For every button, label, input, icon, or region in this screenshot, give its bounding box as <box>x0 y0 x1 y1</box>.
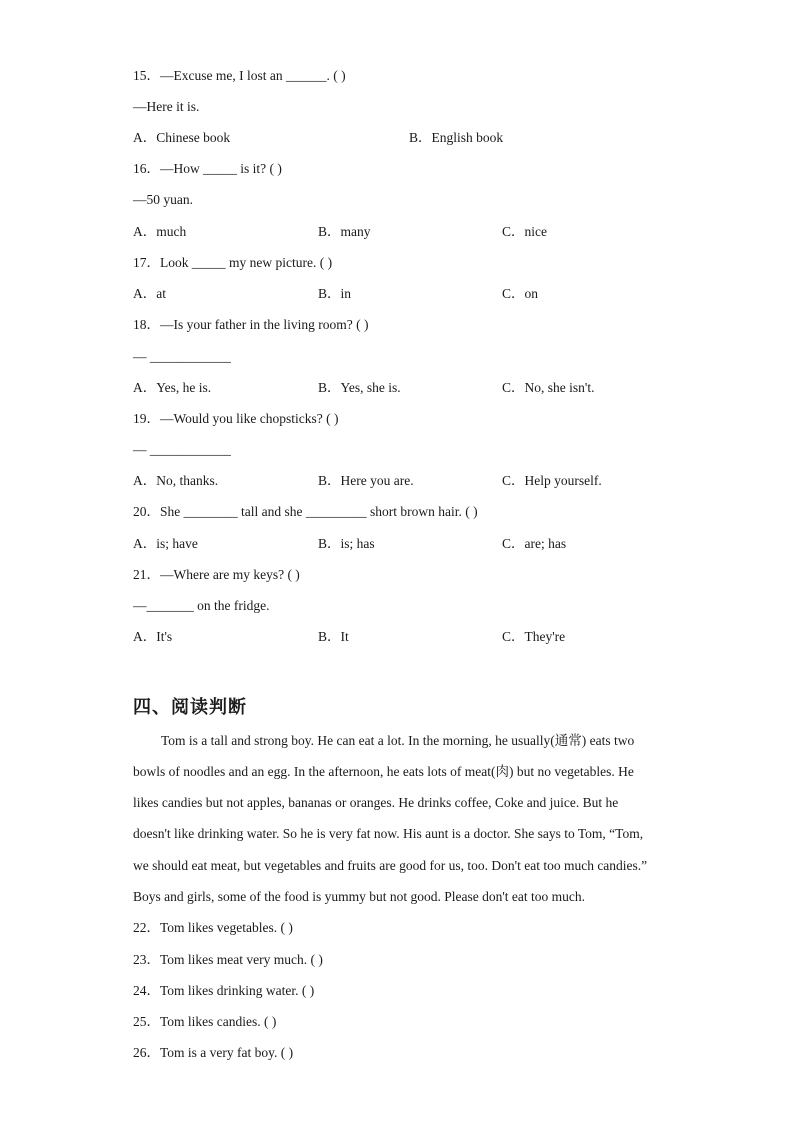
question-21-reply: —_______ on the fridge. <box>133 598 270 613</box>
question-15-option-b: B．English book <box>409 130 504 145</box>
statement-26: 26．Tom is a very fat boy. ( ) <box>133 1045 294 1060</box>
question-20-option-a: A．is; have <box>133 536 198 551</box>
question-21-option-a: A．It's <box>133 629 173 644</box>
question-19-option-c: C．Help yourself. <box>502 473 602 488</box>
statement-24: 24．Tom likes drinking water. ( ) <box>133 983 315 998</box>
question-20-option-c: C．are; has <box>502 536 567 551</box>
question-19-option-a: A．No, thanks. <box>133 473 219 488</box>
question-19-prompt: 19．—Would you like chopsticks? ( ) <box>133 411 339 426</box>
question-17-option-a: A．at <box>133 286 166 301</box>
question-18-option-b: B．Yes, she is. <box>318 380 401 395</box>
question-17-prompt: 17．Look _____ my new picture. ( ) <box>133 255 333 270</box>
question-18-option-c: C．No, she isn't. <box>502 380 595 395</box>
question-21-option-c: C．They're <box>502 629 566 644</box>
statement-22: 22．Tom likes vegetables. ( ) <box>133 920 293 935</box>
question-20-option-b: B．is; has <box>318 536 375 551</box>
question-20-prompt: 20．She ________ tall and she _________ short brown hair. ( ) <box>133 504 478 519</box>
passage-line-3: likes candies but not apples, bananas or oranges. He drinks coffee, Coke and juice. But he <box>133 795 619 810</box>
statement-23: 23．Tom likes meat very much. ( ) <box>133 952 323 967</box>
statement-25: 25．Tom likes candies. ( ) <box>133 1014 277 1029</box>
question-18-reply: — ____________ <box>133 349 231 364</box>
section-heading: 四、阅读判断 <box>133 697 247 718</box>
question-16-option-b: B．many <box>318 224 371 239</box>
passage-line-1: Tom is a tall and strong boy. He can eat a lot. In the morning, he usually(通常) eats two <box>161 733 635 748</box>
question-19-reply: — ____________ <box>133 442 231 457</box>
question-17-option-b: B．in <box>318 286 352 301</box>
question-16-prompt: 16．—How _____ is it? ( ) <box>133 161 282 176</box>
question-21-option-b: B．It <box>318 629 349 644</box>
question-16-option-c: C．nice <box>502 224 548 239</box>
question-16-reply: —50 yuan. <box>133 192 193 207</box>
question-18-prompt: 18．—Is your father in the living room? ( ) <box>133 317 369 332</box>
question-16-option-a: A．much <box>133 224 187 239</box>
question-21-prompt: 21．—Where are my keys? ( ) <box>133 567 300 582</box>
question-17-option-c: C．on <box>502 286 539 301</box>
passage-line-2: bowls of noodles and an egg. In the afternoon, he eats lots of meat(肉) but no vegetables. He <box>133 764 634 779</box>
question-15-option-a: A．Chinese book <box>133 130 231 145</box>
passage-line-4: doesn't like drinking water. So he is very fat now. His aunt is a doctor. She says to Tom, “Tom, <box>133 826 644 841</box>
question-18-option-a: A．Yes, he is. <box>133 380 212 395</box>
passage-line-6: Boys and girls, some of the food is yummy but not good. Please don't eat too much. <box>133 889 586 904</box>
question-19-option-b: B．Here you are. <box>318 473 414 488</box>
question-15-reply: —Here it is. <box>133 99 200 114</box>
passage-line-5: we should eat meat, but vegetables and fruits are good for us, too. Don't eat too much candies.” <box>133 858 648 873</box>
question-15-prompt: 15．—Excuse me, I lost an ______. ( ) <box>133 68 346 83</box>
